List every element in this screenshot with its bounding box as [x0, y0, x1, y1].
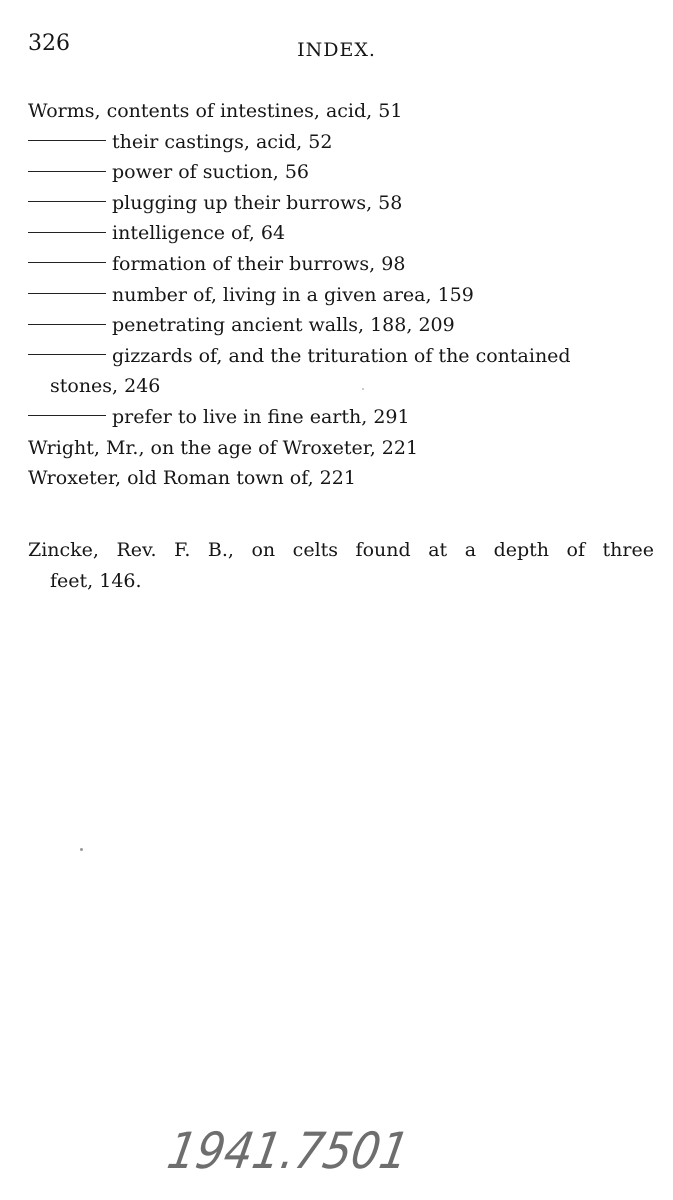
entry-continuation: feet, 146.	[50, 569, 142, 592]
index-entry-zincke	[28, 535, 654, 596]
ditto-dash	[28, 201, 106, 202]
entry-text: Worms, contents of intestines, acid, 51	[28, 100, 403, 122]
entry-first-line	[28, 345, 571, 367]
paper-speck	[362, 388, 364, 390]
index-entry-wright	[28, 433, 654, 464]
entry-text: Wright, Mr., on the age of Wroxeter, 221	[28, 436, 419, 459]
index-subentry	[28, 402, 654, 433]
ditto-dash	[28, 140, 106, 141]
index-subentry-gizzards	[28, 341, 654, 402]
index-entry-worms	[28, 96, 654, 127]
accession-mark	[160, 1108, 460, 1188]
entry-text: power of suction, 56	[112, 161, 310, 184]
index-subentry	[28, 188, 654, 219]
entry-text: Wroxeter, old Roman town of, 221	[28, 467, 356, 490]
index-subentry	[28, 218, 654, 249]
ditto-dash	[28, 171, 106, 172]
entry-text: penetrating ancient walls, 188, 209	[112, 314, 455, 337]
ditto-dash	[28, 262, 106, 263]
entry-continuation: stones, 246	[50, 375, 161, 398]
index-subentry	[28, 280, 654, 311]
entry-text: formation of their burrows, 98	[112, 252, 406, 275]
index-subentry	[28, 310, 654, 341]
ditto-dash	[28, 354, 106, 355]
index-entries	[28, 96, 654, 494]
entry-first-line: Zincke, Rev. F. B., on celts found at a depth of three	[28, 539, 654, 561]
ditto-dash	[28, 293, 106, 294]
ditto-dash	[28, 415, 106, 416]
index-subentry	[28, 127, 654, 158]
entry-text: intelligence of, 64	[112, 222, 286, 245]
page-number: 326	[28, 31, 70, 56]
index-subentry	[28, 249, 654, 280]
entry-text: plugging up their burrows, 58	[112, 191, 403, 214]
running-head: INDEX.	[297, 39, 376, 61]
index-entry-wroxeter	[28, 463, 654, 494]
ditto-dash	[28, 232, 106, 233]
entry-text: prefer to live in fine earth, 291	[112, 405, 410, 428]
paper-speck	[80, 848, 83, 851]
accession-mark-text: 1941.7501	[163, 1121, 444, 1180]
index-subentry	[28, 157, 654, 188]
entry-text: gizzards of, and the trituration of the contained	[112, 344, 571, 367]
entry-text: number of, living in a given area, 159	[112, 283, 474, 306]
entry-text: their castings, acid, 52	[112, 130, 333, 153]
ditto-dash	[28, 324, 106, 325]
